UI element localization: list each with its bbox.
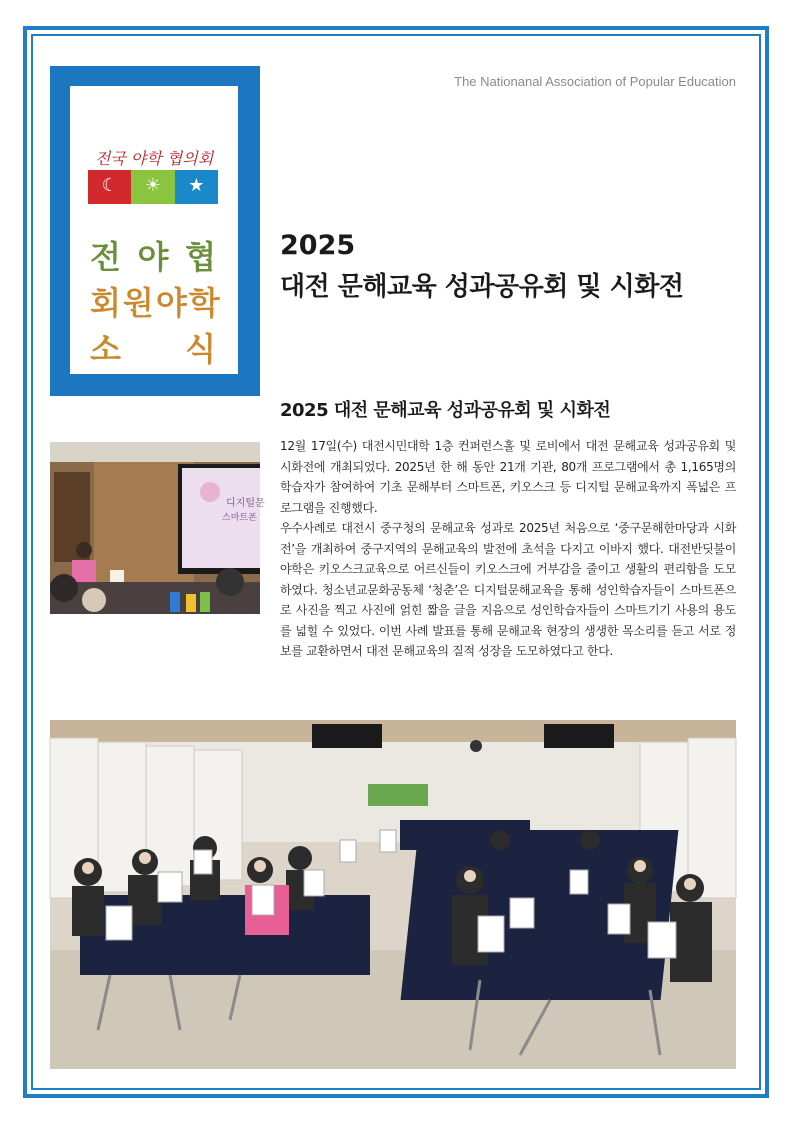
screen-text-1: 디지털문 [226,498,265,509]
newsletter-badge [50,66,260,396]
page-title: 대전 문해교육 성과공유회 및 시화전 [280,272,684,302]
page-year: 2025 [280,230,356,261]
badge-title-line2: 회 원 야 학 [90,284,222,322]
star-icon: ★ [175,170,218,204]
sun-icon: ☀ [131,170,174,204]
event-photo-group [50,720,736,1069]
logo-graphic [88,170,218,204]
screen-text-2: 스마트폰 [222,513,257,523]
badge-title-line1: 전 야 협 [90,238,218,276]
badge-title-line3: 소 식 [90,330,218,368]
logo-text: 전국 야학 협의회 [94,149,214,168]
event-photo-presentation [50,442,265,614]
badge-panel [70,86,238,374]
article-title: 2025 대전 문해교육 성과공유회 및 시화전 [280,400,611,421]
organization-name: The Nationanal Association of Popular Education [454,74,736,89]
article-paragraph-1: 12월 17일(수) 대전시민대학 1층 컨퍼런스홀 및 로비에서 대전 문해교육 성과공유회 및 시화전에 개최되었다. 2025년 한 해 동안 21개 기관, 80개 프로그램에서 총 1,165명의 학습자가 참여하여 기초 문해부터 스마트폰, 키오스크 등 디지털 문해교육까지 폭넓은 프로그램을 진행했다. [280,439,736,515]
moon-icon: ☾ [88,170,131,204]
article-paragraph-2: 우수사례로 대전시 중구청의 문해교육 성과로 2025년 처음으로 ‘중구문해한마당과 시화전’을 개최하여 중구지역의 문해교육의 발전에 초석을 다지고 이바지 했다. 대전반딧불이야학은 키오스크교육으로 어르신들이 키오스크에 거부감을 줄이고 생활의 편리함을 도모하였다. 청소년교문화공동체 ‘청춘’은 디지털문해교육을 통해 성인학습자들이 스마트폰으로 사진을 찍고 사진에 얽힌 짧을 글을 지음으로 성인학습자들이 스마트기기 사용의 용도를 넓힐 수 있었다. 이번 사례 발표를 통해 문해교육 현장의 생생한 목소리를 듣고 서로 정보를 교환하면서 대전 문해교육의 질적 성장을 도모하였다고 한다. [280,521,736,658]
article-body [280,436,736,662]
